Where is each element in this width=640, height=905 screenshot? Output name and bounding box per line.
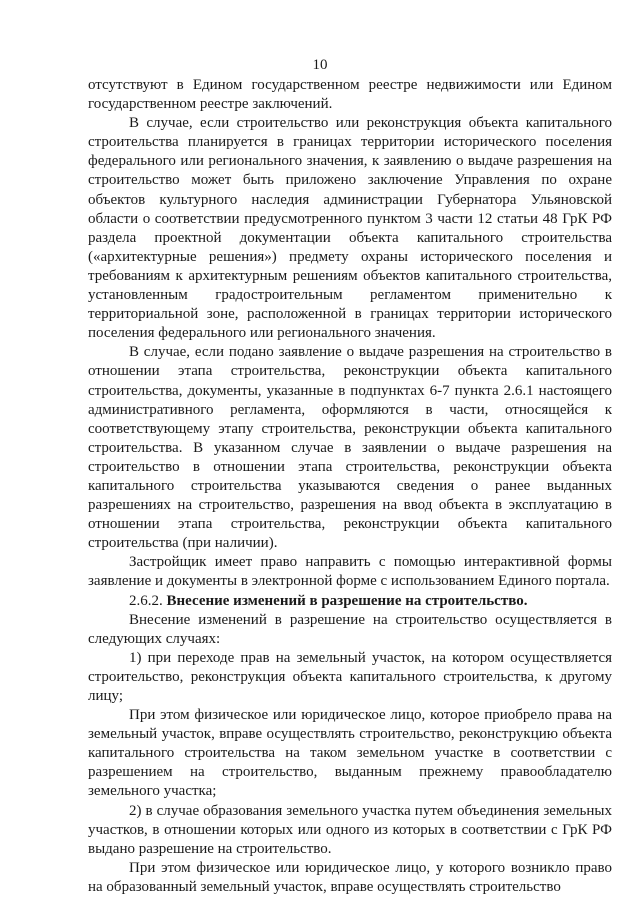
paragraph: 1) при переходе прав на земельный участок, на котором осуществляется строительство, реконструкция объекта капитального строительства, к другому лицу;	[88, 649, 612, 704]
section-title: Внесение изменений в разрешение на строительство.	[166, 592, 528, 609]
page-number: 10	[312, 57, 328, 73]
paragraph: Внесение изменений в разрешение на строительство осуществляется в следующих случаях:	[88, 611, 612, 647]
section-heading	[88, 592, 612, 611]
paragraph: отсутствуют в Едином государственном реестре недвижимости или Едином государственном реестре заключений.	[88, 77, 612, 113]
paragraph: Застройщик имеет право направить с помощью интерактивной формы заявление и документы в электронной форме с использованием Единого портала.	[88, 554, 612, 590]
paragraph: При этом физическое или юридическое лицо, которое приобрело права на земельный участок, вправе осуществлять строительство, реконструкцию объекта капитального строительства на таком земельном участке в соответствии с разрешением на строительство, выданным прежнему правообладателю земельного участка;	[88, 707, 612, 800]
paragraph: В случае, если строительство или реконструкция объекта капитального строительства планируется в границах территории исторического поселения федерального или регионального значения, к заявлению о выдаче разрешения на строительство может быть приложено заключение Управления по охране объектов культурного наследия администрации Губернатора Ульяновской области о соответствии предусмотренного пунктом 3 части 12 статьи 48 ГрК РФ раздела проектной документации объекта капитального строительства («архитектурные решения») предмету охраны исторического поселения и требованиям к архитектурным решениям объектов капитального строительства, установленным градостроительным регламентом применительно к территориальной зоне, расположенной в границах территории исторического поселения федерального или регионального значения.	[88, 115, 612, 342]
paragraph: В случае, если подано заявление о выдаче разрешения на строительство в отношении этапа строительства, реконструкции объекта капитального строительства, документы, указанные в подпунктах 6-7 пункта 2.6.1 настоящего административного регламента, оформляются в части, относящейся к соответствующему этапу строительства, реконструкции объекта капитального строительства. В указанном случае в заявлении о выдаче разрешения на строительство в отношении этапа строительства, реконструкции объекта капитального строительства указываются сведения о ранее выданных разрешениях на строительство, разрешения на ввод объекта в эксплуатацию в отношении этапа строительства, реконструкции объекта капитального строительства (при наличии).	[88, 344, 612, 552]
paragraph: При этом физическое или юридическое лицо, у которого возникло право на образованный земельный участок, вправе осуществлять строительство	[88, 859, 612, 895]
paragraph: 2) в случае образования земельного участка путем объединения земельных участков, в отношении которых или одного из которых в соответствии с ГрК РФ выдано разрешение на строительство.	[88, 802, 612, 857]
section-number: 2.6.2.	[129, 592, 163, 609]
document-body	[88, 76, 612, 897]
